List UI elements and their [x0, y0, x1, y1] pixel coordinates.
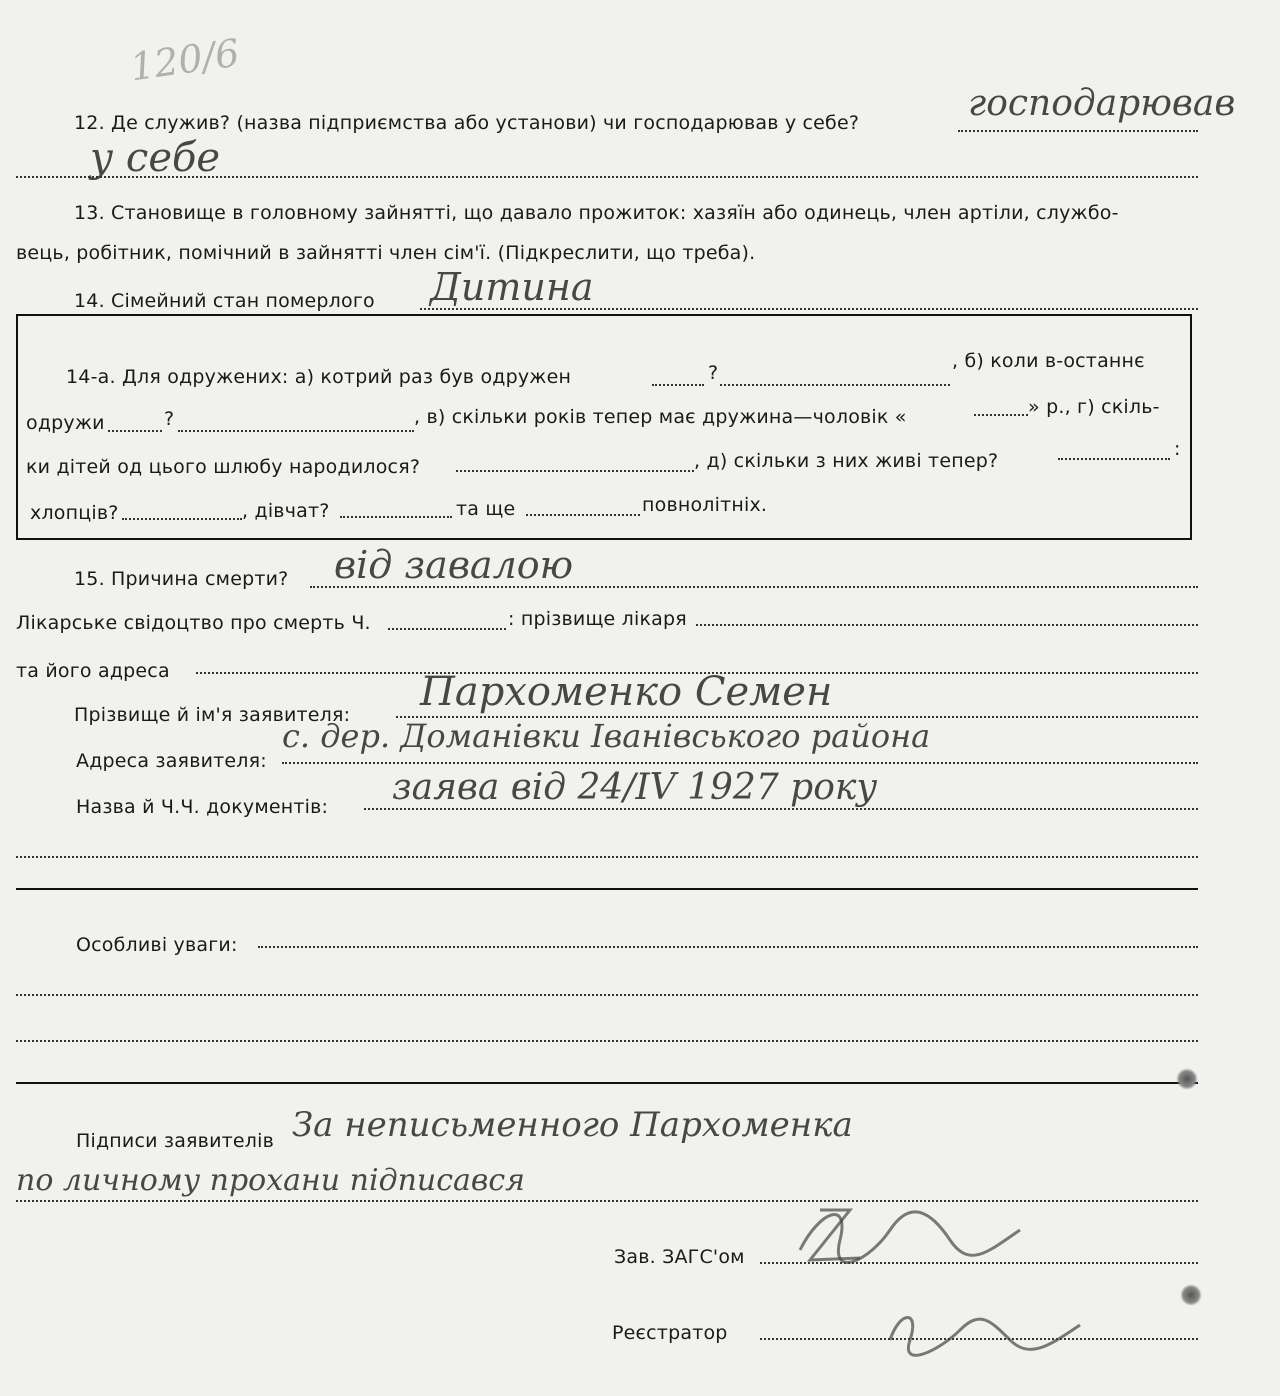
medical-dots-2 — [696, 624, 1198, 626]
q12-line — [958, 130, 1198, 132]
registrar-signature — [880, 1300, 1100, 1360]
q14a-line-2a: одружи — [26, 412, 105, 434]
q14a-line-3c: : — [1174, 438, 1181, 460]
applicant-docs-label: Назва й Ч.Ч. документів: — [76, 796, 329, 818]
q14a-line-1a: 14-а. Для одружених: а) котрий раз був одружен — [66, 366, 572, 388]
corner-note: 120/6 — [127, 30, 243, 90]
q14a-dots-7 — [1058, 458, 1170, 460]
q14a-line-4c: та ще — [456, 498, 516, 520]
q14a-dots-1 — [652, 384, 704, 386]
section-divider-1 — [16, 888, 1198, 890]
medical-address-label: та його адреса — [16, 660, 170, 682]
zags-signature — [780, 1190, 1040, 1280]
section-divider-2 — [16, 1082, 1198, 1084]
applicant-docs-line-2 — [16, 856, 1198, 858]
medical-label: Лікарське свідоцтво про смерть Ч. — [16, 612, 371, 634]
q14-label: 14. Сімейний стан померлого — [74, 290, 375, 312]
remarks-label: Особливі уваги: — [76, 934, 238, 956]
q12-label: 12. Де служив? (назва підприємства або установи) чи господарював у себе? — [74, 112, 860, 134]
q13-line-1: 13. Становище в головному зайнятті, що давало прожиток: хазяїн або одинець, член артіли, службо- — [74, 202, 1119, 224]
q12-answer-2: у себе — [90, 135, 221, 181]
applicant-docs-value: заява від 24/IV 1927 року — [392, 767, 878, 808]
q14a-dots-2 — [720, 384, 950, 386]
q14a-line-2q: ? — [164, 408, 175, 430]
signatures-value-2: по личному прохани підписався — [16, 1163, 526, 1198]
q14a-line-2c: » р., г) скіль- — [1028, 396, 1160, 418]
q13-line-2: вець, робітник, помічний в зайнятті член сім'ї. (Підкреслити, що треба). — [16, 242, 756, 264]
remarks-line-2 — [16, 994, 1198, 996]
registrar-label: Реєстратор — [612, 1322, 728, 1344]
q12-answer-1: господарював — [968, 83, 1236, 124]
remarks-line-3 — [16, 1040, 1198, 1042]
applicant-address-label: Адреса заявителя: — [76, 750, 267, 772]
applicant-name-value: Пархоменко Семен — [420, 669, 833, 715]
applicant-address-line — [282, 762, 1198, 764]
q14-answer: Дитина — [430, 265, 594, 309]
remarks-line-1 — [258, 946, 1198, 948]
q14a-line-3b: , д) скільки з них живі тепер? — [694, 450, 999, 472]
q14a-line-4a: хлопців? — [30, 502, 119, 524]
q15-label: 15. Причина смерти? — [74, 568, 289, 590]
ink-blot — [1176, 1068, 1198, 1090]
q14a-line-4b: , дівчат? — [242, 500, 330, 522]
q14a-dots-4 — [178, 430, 414, 432]
medical-dots-1 — [388, 628, 506, 630]
applicant-address-value: с. дер. Доманівки Іванівського района — [282, 717, 931, 755]
q14a-line-2b: , в) скільки років тепер має дружина—чоловік « — [414, 406, 907, 428]
zags-label: Зав. ЗАГС'ом — [614, 1246, 745, 1268]
q14a-line-3a: ки дітей од цього шлюбу народилося? — [26, 456, 421, 478]
q14a-line-4d: повнолітніх. — [642, 494, 768, 516]
applicant-docs-line — [364, 808, 1198, 810]
applicant-name-label: Прізвище й ім'я заявителя: — [74, 704, 351, 726]
signatures-value-1: За неписьменного Пархоменка — [292, 1105, 853, 1145]
q14a-dots-10 — [526, 514, 640, 516]
q14a-dots-8 — [122, 518, 242, 520]
q14a-dots-5 — [974, 414, 1028, 416]
q14a-line-1q: ? — [708, 362, 719, 384]
q14a-dots-6 — [456, 470, 694, 472]
q14a-dots-9 — [340, 516, 452, 518]
q14a-dots-3 — [108, 430, 162, 432]
q15-answer: від завалою — [334, 543, 574, 587]
medical-doctor-label: : прізвище лікаря — [508, 608, 687, 630]
signatures-label: Підписи заявителів — [76, 1130, 275, 1152]
q14a-line-1b: , б) коли в-останнє — [952, 350, 1145, 372]
ink-blot-2 — [1180, 1284, 1202, 1306]
